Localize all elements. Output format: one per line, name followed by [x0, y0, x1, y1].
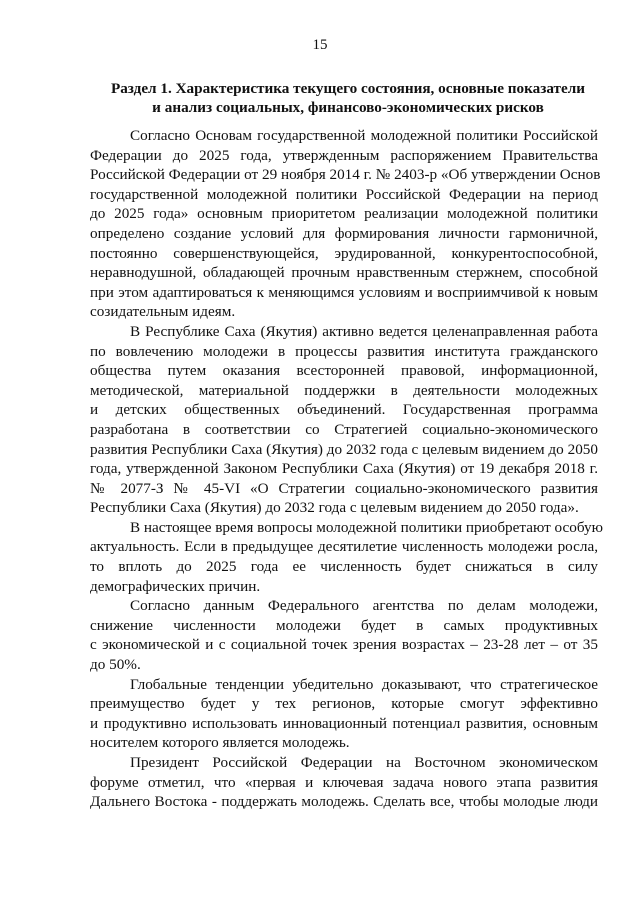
paragraph — [90, 518, 603, 596]
document-body — [90, 126, 603, 812]
paragraph — [90, 753, 598, 812]
paragraph — [90, 675, 598, 753]
section-title-line: Раздел 1. Характеристика текущего состояния, основные показатели — [110, 80, 586, 97]
text-line: и детских общественных объединений. Государственная программа — [90, 401, 598, 419]
text-line: В Республике Саха (Якутия) активно ведется целенаправленная работа — [130, 322, 598, 340]
text-line: В настоящее время вопросы молодежной политики приобретают особую — [130, 518, 603, 536]
text-line: государственной молодежной политики Российской Федерации на период — [90, 185, 598, 203]
text-line: по вовлечению молодежи в процессы развития института гражданского — [90, 342, 598, 360]
text-line: года, утвержденной Законом Республики Саха (Якутия) от 19 декабря 2018 г. — [90, 460, 598, 478]
text-line: то вплоть до 2025 года ее численность будет снижаться в силу — [90, 558, 598, 576]
text-line: Президент Российской Федерации на Восточном экономическом — [130, 754, 598, 771]
text-line: Федерации до 2025 года, утвержденным распоряжением Правительства — [90, 146, 598, 164]
text-line: определено создание условий для формирования личности гармоничной, — [90, 224, 598, 242]
text-line: при этом адаптироваться к меняющимся условиям и восприимчивой к новым — [90, 283, 598, 301]
text-line: с экономической и с социальной точек зрения возрастах – 23-28 лет – от 35 — [90, 636, 598, 654]
paragraph — [90, 596, 598, 674]
text-line: Республики Саха (Якутия) до 2032 года с целевым видением до 2050 года». — [90, 499, 579, 517]
text-line: Глобальные тенденции убедительно доказывают, что стратегическое — [130, 675, 598, 693]
text-line: Российской Федерации от 29 ноября 2014 г. № 2403-р «Об утверждении Основ — [90, 166, 601, 184]
text-line: носителем которого является молодежь. — [90, 734, 350, 752]
paragraph — [90, 126, 601, 322]
text-line: Согласно данным Федерального агентства по делам молодежи, — [130, 597, 598, 615]
text-line: постоянно совершенствующейся, эрудированной, конкурентоспособной, — [90, 244, 598, 262]
text-line: преимущество будет у тех регионов, которые смогут эффективно — [90, 695, 598, 713]
text-line: и продуктивно использовать инновационный потенциал развития, основным — [90, 714, 598, 732]
text-line: методической, материальной поддержки в деятельности молодежных — [90, 381, 598, 399]
text-line: актуальность. Если в предыдущее десятилетие численность молодежи росла, — [90, 538, 598, 556]
text-line: созидательным идеям. — [90, 303, 236, 321]
paragraph — [90, 322, 598, 518]
text-line: форуме отметил, что «первая и ключевая задача нового этапа развития — [90, 773, 598, 791]
text-line: неравнодушной, обладающей прочным нравственным стержнем, способной — [90, 264, 598, 282]
section-title — [100, 79, 596, 117]
text-line: снижение численности молодежи будет в самых продуктивных — [90, 616, 598, 634]
text-line: Дальнего Востока - поддержать молодежь. Сделать все, чтобы молодые люди — [90, 793, 598, 811]
text-line: демографических причин. — [90, 577, 261, 595]
text-line: до 50%. — [90, 656, 141, 674]
text-line: № 2077-З № 45-VI «О Стратегии социально-экономического развития — [90, 479, 598, 497]
text-line: разработана в соответствии со Стратегией социально-экономического — [90, 420, 598, 438]
text-line: Согласно Основам государственной молодежной политики Российской — [130, 127, 598, 144]
page-number: 15 — [312, 37, 328, 53]
text-line: общества путем оказания всесторонней правовой, информационной, — [90, 362, 598, 380]
text-line: развития Республики Саха (Якутия) до 2032 года с целевым видением до 2050 — [90, 440, 598, 458]
section-title-line: и анализ социальных, финансово-экономических рисков — [152, 99, 544, 116]
text-line: до 2025 года» основным приоритетом реализации молодежной политики — [90, 205, 598, 223]
